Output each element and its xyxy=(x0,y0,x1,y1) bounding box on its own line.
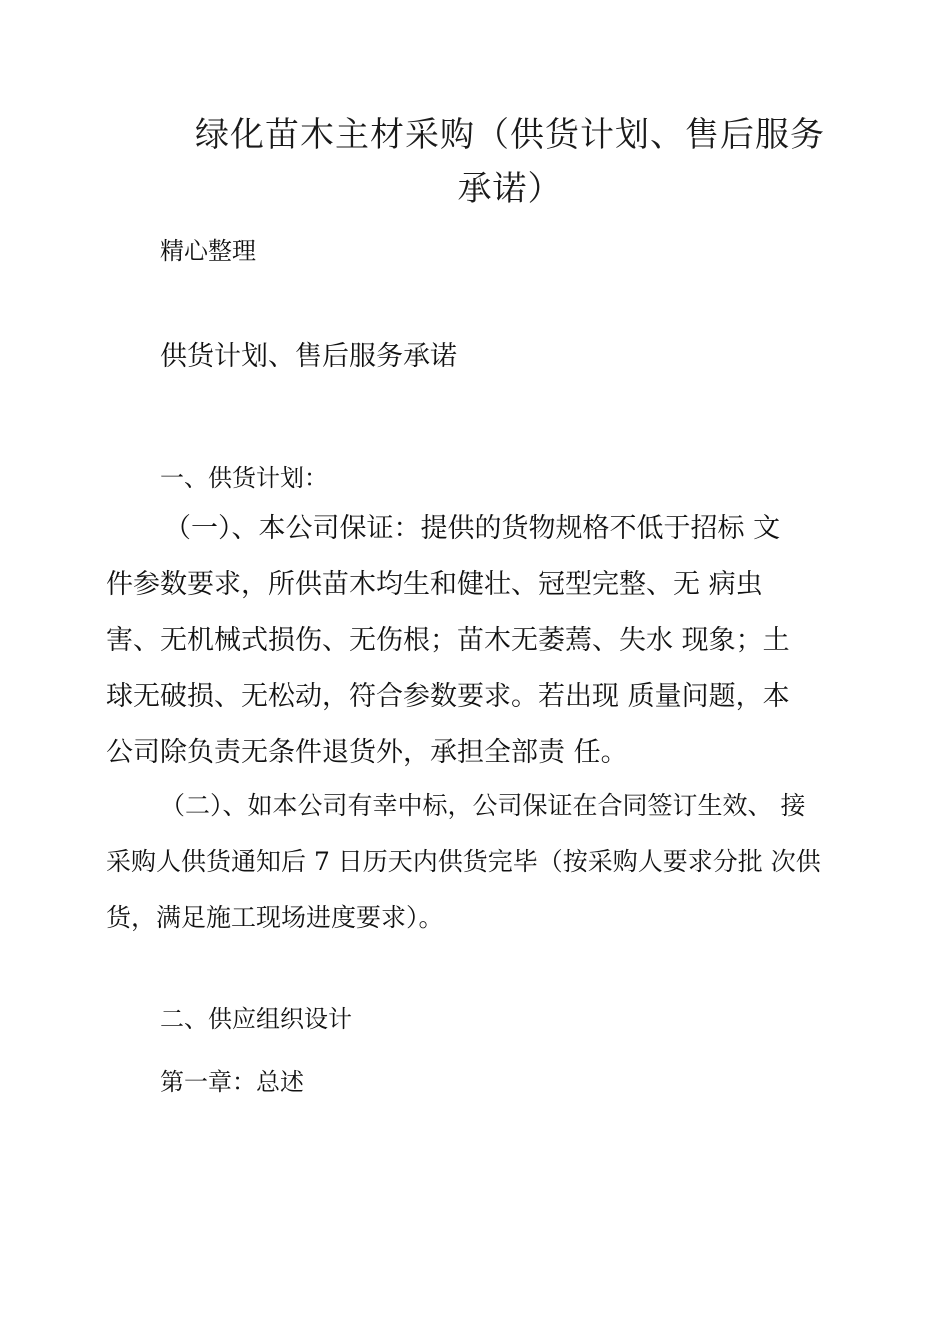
paragraph-line: 件参数要求，所供苗木均生和健壮、冠型完整、无 病虫 xyxy=(106,569,763,600)
paragraph-line: 公司除负责无条件退货外，承担全部责 任。 xyxy=(106,737,628,768)
paragraph-line: 货，满足施工现场进度要求）。 xyxy=(106,903,444,932)
section-heading-supply-plan: 一、供货计划： xyxy=(160,464,328,492)
title-line-1: 绿化苗木主材采购（供货计划、售后服务 xyxy=(195,115,825,155)
document-title xyxy=(150,108,870,216)
paragraph-line: 害、无机械式损伤、无伤根；苗木无萎蔫、失水 现象；土 xyxy=(106,625,790,656)
paragraph-line: 球无破损、无松动，符合参数要求。若出现 质量问题，本 xyxy=(106,681,790,712)
section-heading-main: 供货计划、售后服务承诺 xyxy=(160,341,457,372)
paragraph-delivery-schedule xyxy=(106,778,862,946)
title-line-2: 承诺） xyxy=(457,169,563,209)
paragraph-line: （二）、如本公司有幸中标，公司保证在合同签订生效、 接 xyxy=(160,791,806,820)
paragraph-line: 采购人供货通知后 7 日历天内供货完毕（按采购人要求分批 次供 xyxy=(106,847,821,876)
document-subtitle: 精心整理 xyxy=(160,237,256,265)
chapter-heading-overview: 第一章：总述 xyxy=(160,1068,304,1096)
section-heading-supply-organization: 二、供应组织设计 xyxy=(160,1005,352,1033)
paragraph-quality-guarantee xyxy=(106,501,862,781)
paragraph-line: （一）、本公司保证：提供的货物规格不低于招标 文 xyxy=(164,513,781,544)
